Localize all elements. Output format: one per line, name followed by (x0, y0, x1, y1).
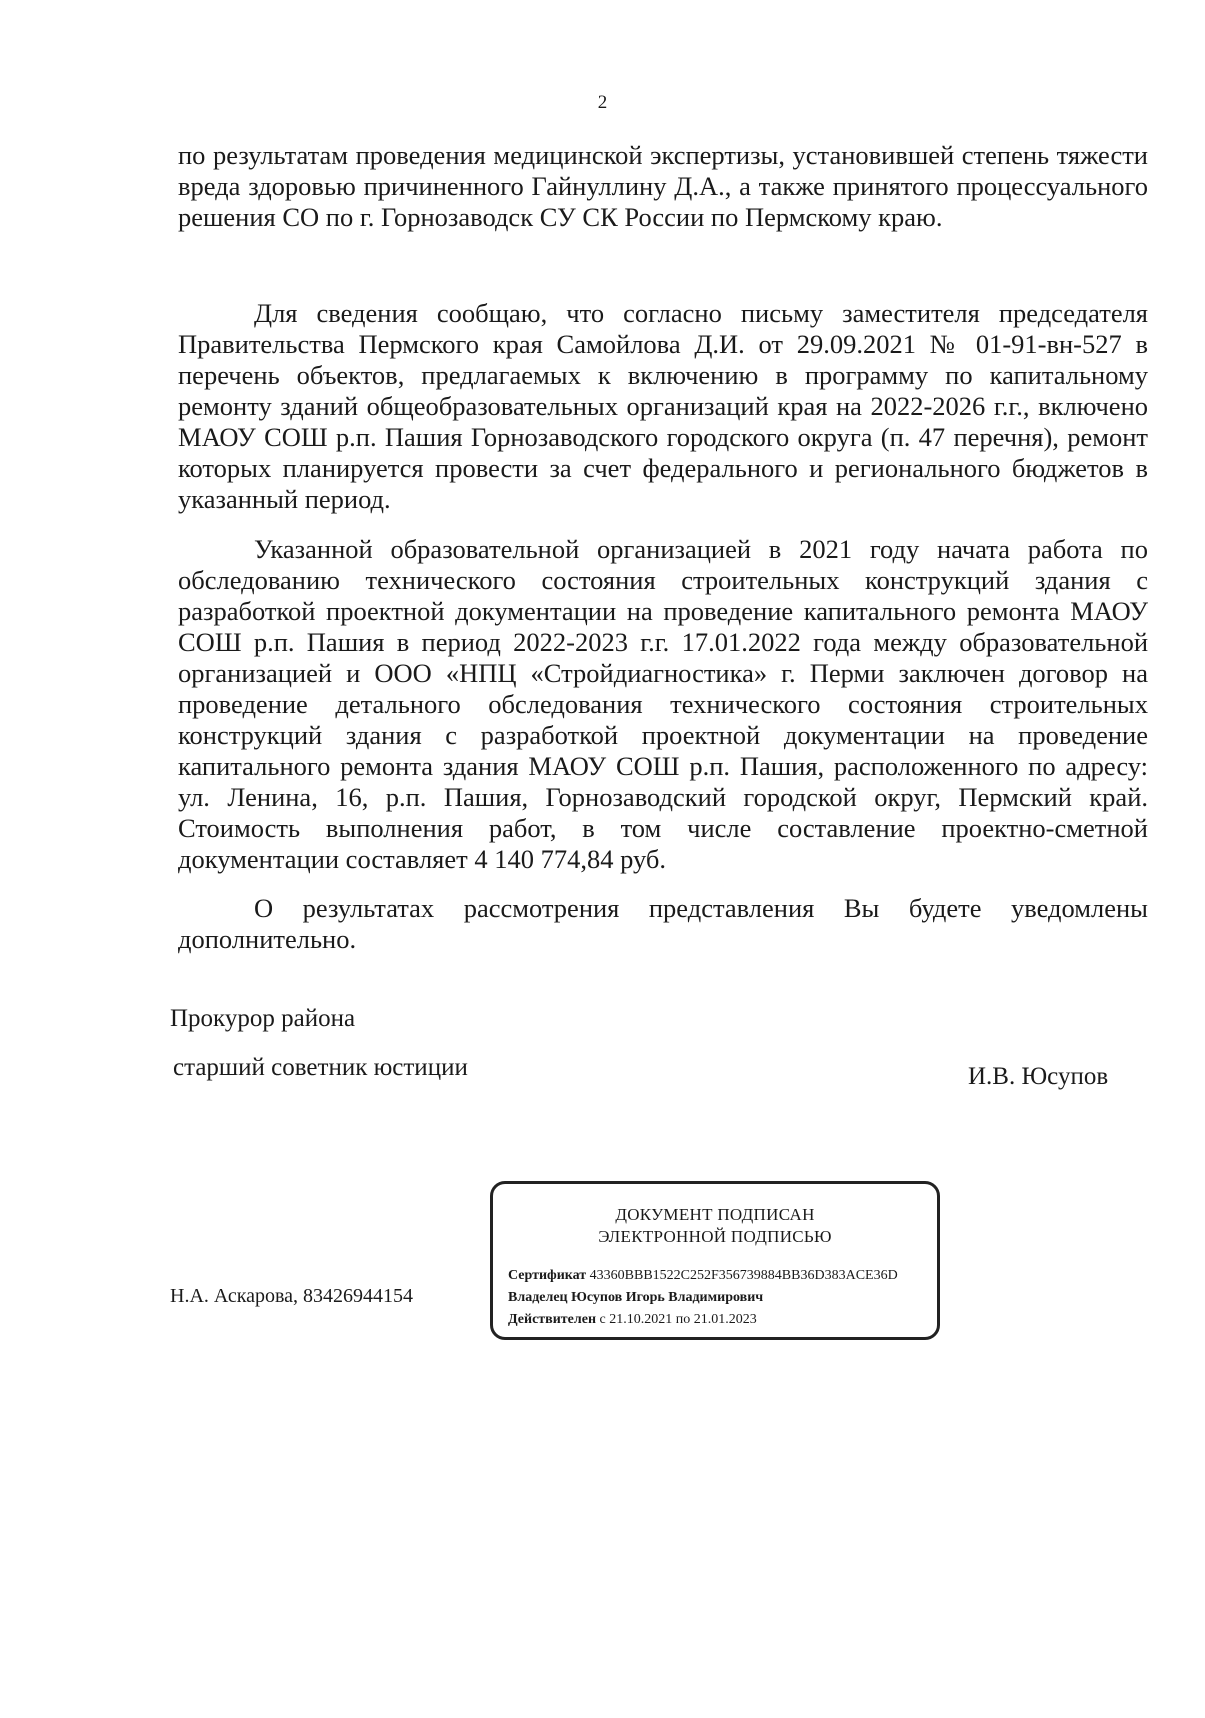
paragraph-closing (178, 893, 1148, 955)
executor-contact: Н.А. Аскарова, 83426944154 (170, 1285, 414, 1307)
paragraph-text: О результатах рассмотрения представления Вы будете уведомлены дополнительно. (178, 893, 1148, 954)
paragraph-text: по результатам проведения медицинской экспертизы, установившей степень тяжести вреда здоровью причиненного Гайнуллину Д.А., а также принятого процессуального решения СО по г. Горнозаводск СУ СК России по Пермскому краю. (178, 140, 1148, 232)
owner-label: Владелец (508, 1290, 568, 1305)
valid-from-word: с (599, 1312, 606, 1327)
paragraph-continuation (178, 140, 1148, 233)
stamp-heading-line: ЭЛЕКТРОННОЙ ПОДПИСЬЮ (598, 1227, 832, 1246)
stamp-heading (493, 1204, 937, 1248)
signatory-rank: старший советник юстиции (173, 1054, 468, 1081)
paragraph-survey (178, 534, 1148, 875)
stamp-certificate (508, 1268, 898, 1284)
valid-to: 21.01.2023 (693, 1312, 757, 1327)
valid-to-word: по (675, 1312, 691, 1327)
page-number: 2 (597, 92, 608, 113)
stamp-heading-line: ДОКУМЕНТ ПОДПИСАН (615, 1205, 815, 1224)
owner-value: Юсупов Игорь Владимирович (571, 1290, 764, 1305)
electronic-signature-stamp (490, 1181, 940, 1340)
paragraph-text: Для сведения сообщаю, что согласно письму заместителя председателя Правительства Пермского края Самойлова Д.И. от 29.09.2021 № 01-91-вн-527 в перечень объектов, предлагаемых к включению в программу по капитальному ремонту зданий общеобразовательных организаций края на 2022-2026 г.г., включено МАОУ СОШ р.п. Пашия Горнозаводского городского округа (п. 47 перечня), ремонт которых планируется провести за счет федерального и регионального бюджетов в указанный период. (178, 298, 1148, 514)
stamp-validity (508, 1312, 757, 1328)
signatory-title: Прокурор района (170, 1005, 356, 1032)
signatory-name: И.В. Юсупов (968, 1063, 1109, 1090)
stamp-owner (508, 1290, 763, 1306)
paragraph-info (178, 298, 1148, 515)
certificate-label: Сертификат (508, 1268, 587, 1283)
valid-label: Действителен (508, 1312, 597, 1327)
certificate-value: 43360BBB1522C252F356739884BB36D383ACE36D (589, 1268, 898, 1283)
valid-from: 21.10.2021 (609, 1312, 673, 1327)
paragraph-text: Указанной образовательной организацией в 2021 году начата работа по обследованию технического состояния строительных конструкций здания с разработкой проектной документации на проведение капитального ремонта МАОУ СОШ р.п. Пашия в период 2022-2023 г.г. 17.01.2022 года между образовательной организацией и ООО «НПЦ «Стройдиагностика» г. Перми заключен договор на проведение детального обследования технического состояния строительных конструкций здания с разработкой проектной документации на проведение капитального ремонта здания МАОУ СОШ р.п. Пашия, расположенного по адресу: ул. Ленина, 16, р.п. Пашия, Горнозаводский городской округ, Пермский край. Стоимость выполнения работ, в том числе составление проектно-сметной документации составляет 4 140 774,84 руб. (178, 534, 1148, 874)
